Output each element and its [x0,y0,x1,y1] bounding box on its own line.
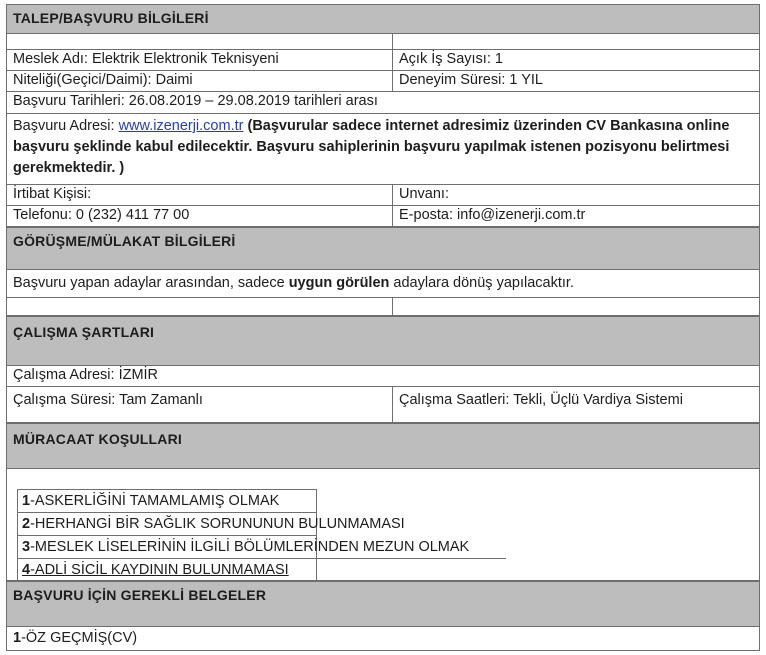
list-item: 3-MESLEK LİSELERİNİN İLGİLİ BÖLÜMLERİNDEN MEZUN OLMAK [18,536,506,559]
website-link[interactable]: www.izenerji.com.tr [118,118,244,134]
calisma-adresi: Çalışma Adresi: İZMİR [13,367,159,383]
muracaat-list [17,489,470,582]
list-item: 4-ADLİ SİCİL KAYDININ BULUNMAMASI [22,562,289,578]
adres-row [6,114,760,185]
section-header-gorusme: GÖRÜŞME/MÜLAKAT BİLGİLERİ [6,227,760,270]
section-header-talep: TALEP/BAŞVURU BİLGİLERİ [6,4,760,34]
belgeler-row [6,627,760,651]
basvuru-adresi [7,114,759,184]
gorusme-row [6,270,760,298]
calisma-suresi-row [6,387,760,423]
section-header-calisma: ÇALIŞMA ŞARTLARI [6,316,760,366]
section-header-muracaat: MÜRACAAT KOŞULLARI [6,423,760,469]
meslek-row [6,50,760,71]
basvuru-adresi-label: Başvuru Adresi: [13,118,119,134]
telefonu: Telefonu: 0 (232) 411 77 00 [7,206,393,226]
meslek-adi: Meslek Adı: Elektrik Elektronik Teknisyeni [7,50,393,70]
basvuru-tarihleri: Başvuru Tarihleri: 26.08.2019 – 29.08.2019 tarihleri arası [13,93,378,109]
list-item: 1-ASKERLİĞİNİ TAMAMLAMIŞ OLMAK [18,490,316,513]
unvani: Unvanı: [399,186,449,202]
basvuru-adresi-note: (Başvurular sadece internet adresimiz üzerinden CV Bankasına online başvuru şeklinde kabul edilecektir. Başvuru sahiplerinin başvuru yapılmak istenen pozisyonu belirtmesi gerekmektedir. ) [13,118,730,176]
irtibat-row [6,185,760,206]
calisma-suresi: Çalışma Süresi: Tam Zamanlı [7,387,393,422]
gorusme-emphasis: uygun görülen [288,275,390,291]
calisma-adresi-row [6,366,760,387]
irtibat-kisisi: İrtibat Kişisi: [7,185,393,205]
spacer-row [6,34,760,50]
calisma-saatleri: Çalışma Saatleri: Tekli, Üçlü Vardiya Sistemi [399,392,683,408]
deneyim-suresi: Deneyim Süresi: 1 YIL [399,72,543,88]
acik-is-sayisi: Açık İş Sayısı: 1 [399,51,503,67]
tarihler-row [6,92,760,114]
spacer-row [6,298,760,316]
muracaat-body [6,469,760,581]
list-item: 1-ÖZ GEÇMİŞ(CV) [13,630,138,646]
gorusme-text: Başvuru yapan adaylar arasından, sadece uygun görülen adaylara dönüş yapılacaktır. [13,275,574,291]
list-item: 2-HERHANGİ BİR SAĞLIK SORUNUNUN BULUNMAMASI [18,513,316,536]
niteligi: Niteliği(Geçici/Daimi): Daimi [7,71,393,91]
nitelik-row [6,71,760,92]
telefon-row [6,206,760,227]
e-posta: E-posta: info@izenerji.com.tr [399,207,586,223]
section-header-belgeler: BAŞVURU İÇİN GEREKLİ BELGELER [6,581,760,627]
